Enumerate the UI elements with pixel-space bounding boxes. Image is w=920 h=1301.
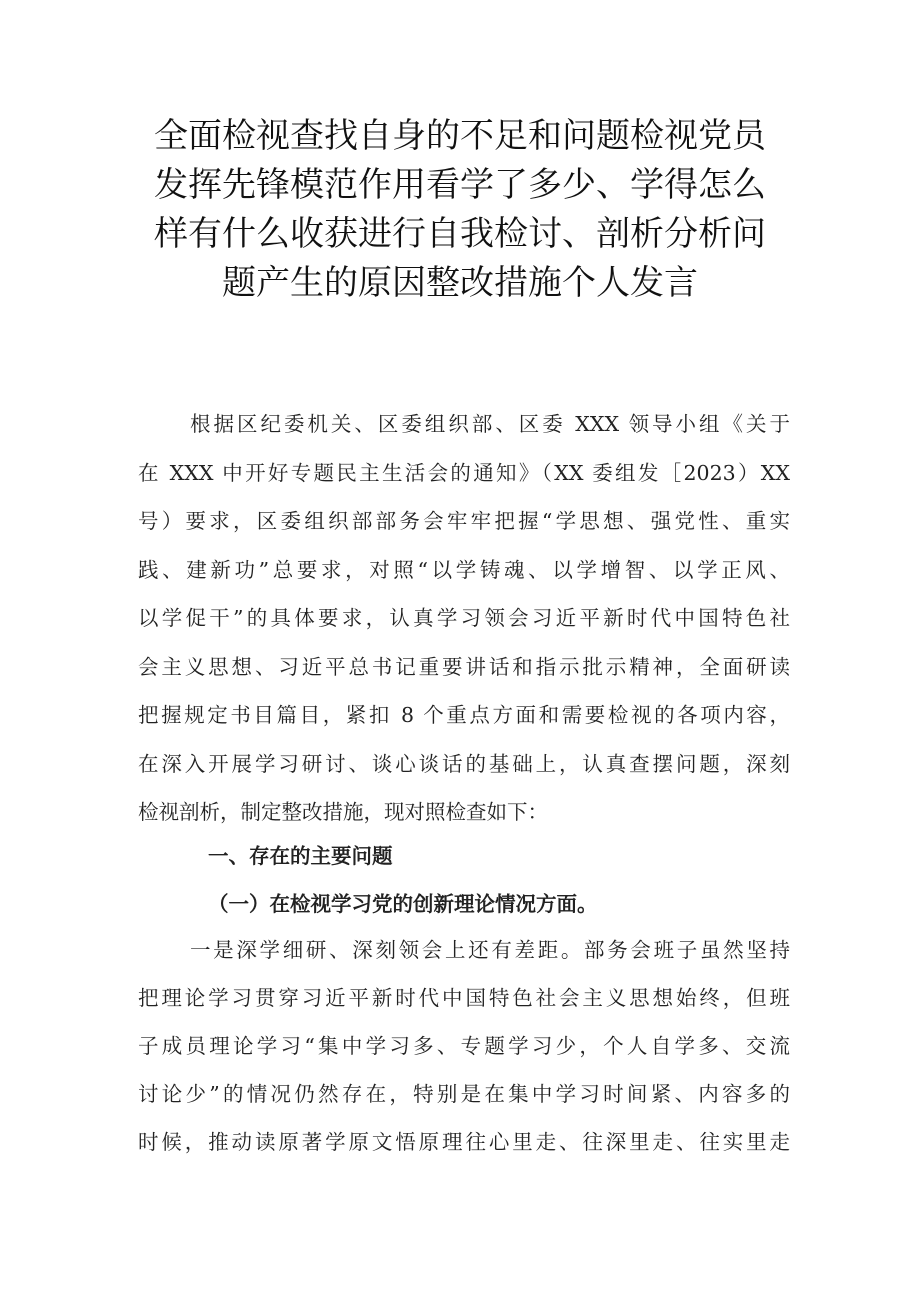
paragraph-line: 检视剖析，制定整改措施，现对照检查如下： xyxy=(138,800,548,824)
paragraph-line: 讨论少”的情况仍然存在，特别是在集中学习时间紧、内容多的 xyxy=(138,1082,790,1106)
paragraph-line: 把理论学习贯穿习近平新时代中国特色社会主义思想始终，但班 xyxy=(138,986,790,1010)
paragraph-line: 根据区纪委机关、区委组织部、区委 XXX 领导小组《关于 xyxy=(190,412,790,436)
paragraph-line: 一是深学细研、深刻领会上还有差距。部务会班子虽然坚持 xyxy=(190,938,790,962)
paragraph-line: 会主义思想、习近平总书记重要讲话和指示批示精神，全面研读 xyxy=(138,654,790,679)
title-line: 题产生的原因整改措施个人发言 xyxy=(222,263,698,303)
paragraph-line: 时候，推动读原著学原文悟原理往心里走、往深里走、往实里走 xyxy=(138,1130,790,1154)
paragraph-line: 践、建新功”总要求，对照“以学铸魂、以学增智、以学正风、 xyxy=(138,557,790,582)
paragraph-line: 在 XXX 中开好专题民主生活会的通知》（XX 委组发［2023）XX xyxy=(138,460,790,485)
subsection-heading-text: （一）在检视学习党的创新理论情况方面。 xyxy=(208,892,598,916)
paragraph-line: 把握规定书目篇目，紧扣 8 个重点方面和需要检视的各项内容， xyxy=(138,703,790,727)
paragraph-line: 子成员理论学习“集中学习多、专题学习少，个人自学多、交流 xyxy=(138,1034,790,1058)
subsection-heading xyxy=(138,880,790,929)
section-heading-text: 一、存在的主要问题 xyxy=(208,844,393,868)
title-line: 发挥先锋模范作用看学了多少、学得怎么 xyxy=(154,165,766,205)
paragraph-line: 号）要求，区委组织部部务会牢牢把握“学思想、强党性、重实 xyxy=(138,509,790,533)
paragraph-line: 以学促干”的具体要求，认真学习领会习近平新时代中国特色社 xyxy=(138,606,790,630)
intro-paragraph xyxy=(138,400,790,837)
document-title xyxy=(150,112,770,308)
title-line: 全面检视查找自身的不足和问题检视党员 xyxy=(154,116,766,156)
section-heading xyxy=(138,832,790,881)
title-line: 样有什么收获进行自我检讨、剖析分析问 xyxy=(154,214,766,254)
point-one-paragraph xyxy=(138,926,790,1166)
paragraph-line: 在深入开展学习研讨、谈心谈话的基础上，认真查摆问题，深刻 xyxy=(138,751,790,776)
